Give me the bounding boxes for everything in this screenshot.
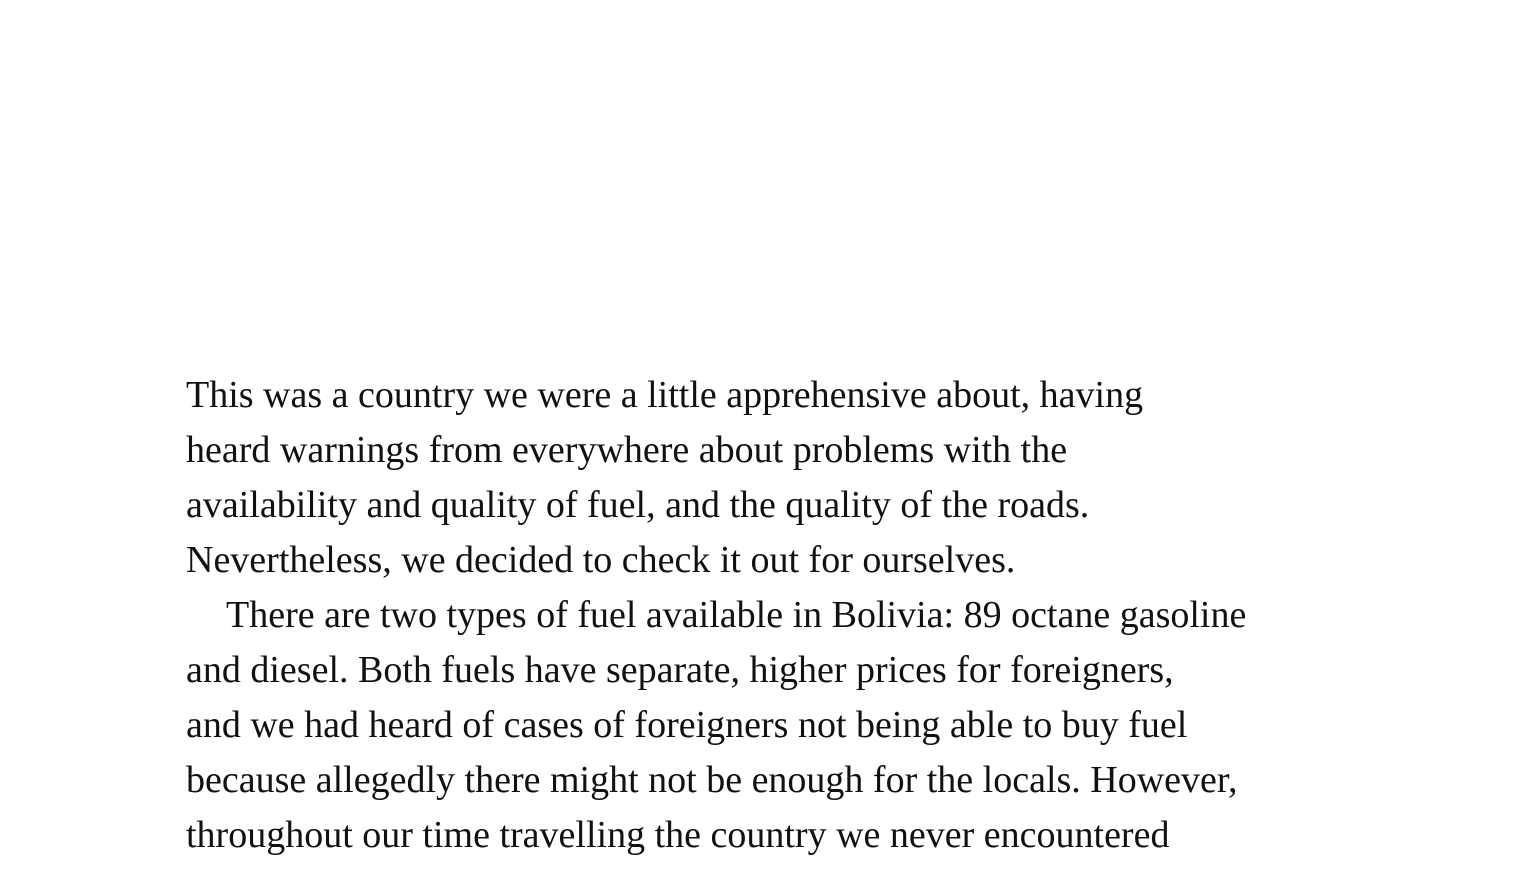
text-line: This was a country we were a little apprehensive about, having xyxy=(186,374,1144,416)
paragraph-2 xyxy=(186,588,1366,863)
text-line: There are two types of fuel available in Bolivia: 89 octane gasoline xyxy=(226,594,1247,636)
text-line: heard warnings from everywhere about problems with the xyxy=(186,429,1068,471)
text-line: availability and quality of fuel, and the quality of the roads. xyxy=(186,484,1090,526)
text-line: and we had heard of cases of foreigners not being able to buy fuel xyxy=(186,704,1188,746)
body-text xyxy=(186,368,1366,863)
text-line: throughout our time travelling the country we never encountered xyxy=(186,814,1170,856)
text-line: Nevertheless, we decided to check it out for ourselves. xyxy=(186,539,1016,581)
text-line: and diesel. Both fuels have separate, higher prices for foreigners, xyxy=(186,649,1174,691)
paragraph-1 xyxy=(186,368,1366,588)
text-line: because allegedly there might not be enough for the locals. However, xyxy=(186,759,1238,801)
